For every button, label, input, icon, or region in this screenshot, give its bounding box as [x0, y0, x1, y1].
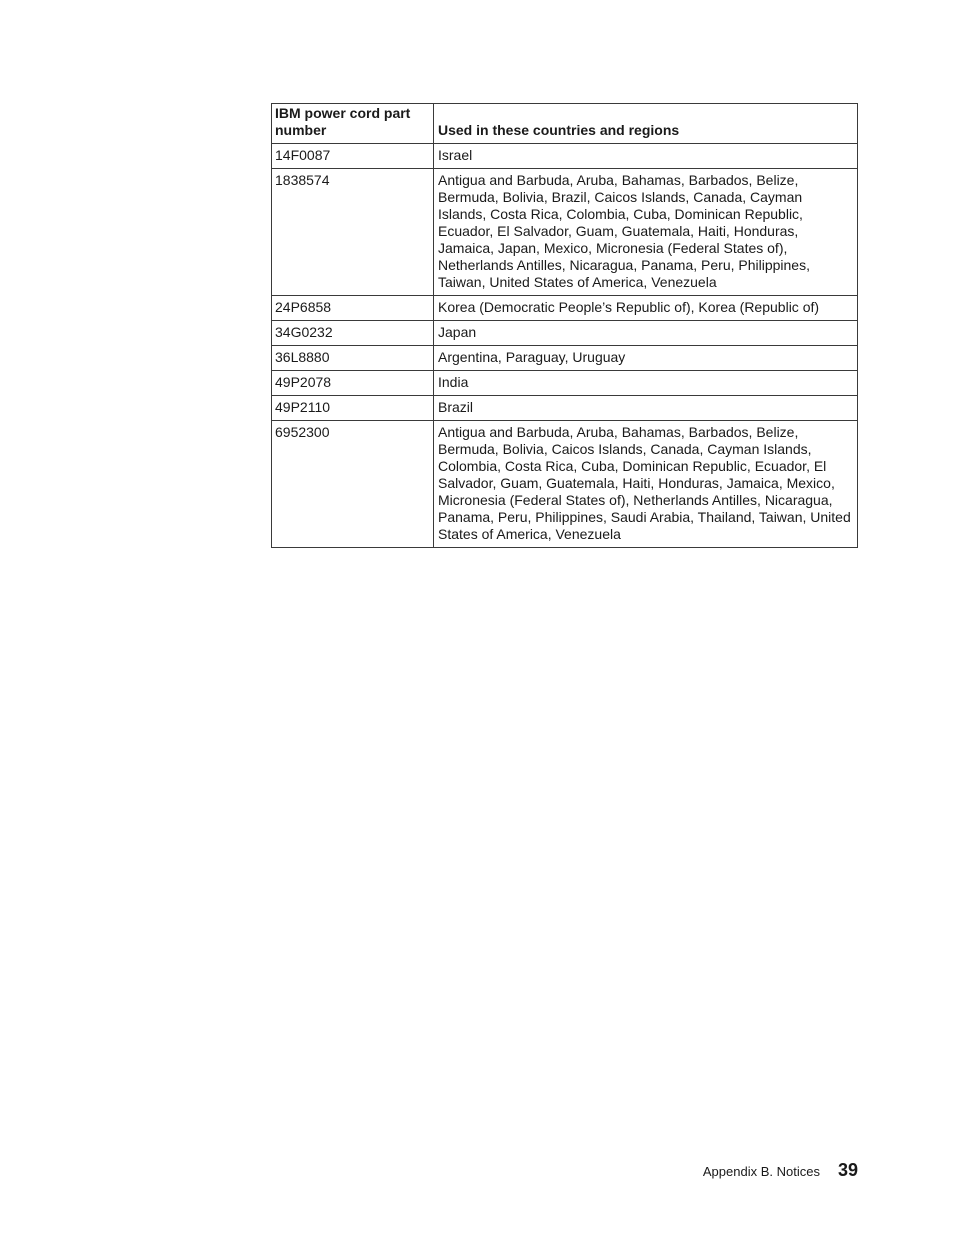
countries-cell: Korea (Democratic People’s Republic of), Korea (Republic of) [434, 296, 858, 321]
table-header-row [272, 104, 858, 144]
countries-cell: Antigua and Barbuda, Aruba, Bahamas, Barbados, Belize, Bermuda, Bolivia, Brazil, Caicos Islands, Canada, Cayman Islands, Costa Rica, Colombia, Cuba, Dominican Republic, Ecuador, El Salvador, Guam, Guatemala, Haiti, Honduras, Jamaica, Japan, Mexico, Micronesia (Federal States of), Netherlands Antilles, Nicaragua, Panama, Peru, Philippines, Taiwan, United States of America, Venezuela [434, 169, 858, 296]
countries-cell: Argentina, Paraguay, Uruguay [434, 346, 858, 371]
part-number-cell: 49P2110 [272, 396, 434, 421]
part-number-cell: 34G0232 [272, 321, 434, 346]
table-row [272, 421, 858, 548]
table-row [272, 321, 858, 346]
table-row [272, 169, 858, 296]
table-row [272, 346, 858, 371]
table-row [272, 371, 858, 396]
table-row [272, 396, 858, 421]
table-row [272, 144, 858, 169]
countries-cell: India [434, 371, 858, 396]
table-row [272, 296, 858, 321]
part-number-cell: 1838574 [272, 169, 434, 296]
page-number: 39 [837, 1160, 858, 1180]
header-part-number: IBM power cord part number [272, 104, 434, 144]
part-number-cell: 36L8880 [272, 346, 434, 371]
part-number-cell: 24P6858 [272, 296, 434, 321]
part-number-cell: 14F0087 [272, 144, 434, 169]
power-cord-table [271, 103, 858, 548]
page-footer [703, 1160, 858, 1181]
countries-cell: Israel [434, 144, 858, 169]
countries-cell: Brazil [434, 396, 858, 421]
header-countries: Used in these countries and regions [434, 104, 858, 144]
part-number-cell: 49P2078 [272, 371, 434, 396]
countries-cell: Antigua and Barbuda, Aruba, Bahamas, Barbados, Belize, Bermuda, Bolivia, Caicos Islands, Canada, Cayman Islands, Colombia, Costa Rica, Cuba, Dominican Republic, Ecuador, El Salvador, Guam, Guatemala, Haiti, Honduras, Jamaica, Mexico, Micronesia (Federal States of), Netherlands Antilles, Nicaragua, Panama, Peru, Philippines, Saudi Arabia, Thailand, Taiwan, United States of America, Venezuela [434, 421, 858, 548]
part-number-cell: 6952300 [272, 421, 434, 548]
footer-section-title: Appendix B. Notices [702, 1164, 820, 1179]
countries-cell: Japan [434, 321, 858, 346]
